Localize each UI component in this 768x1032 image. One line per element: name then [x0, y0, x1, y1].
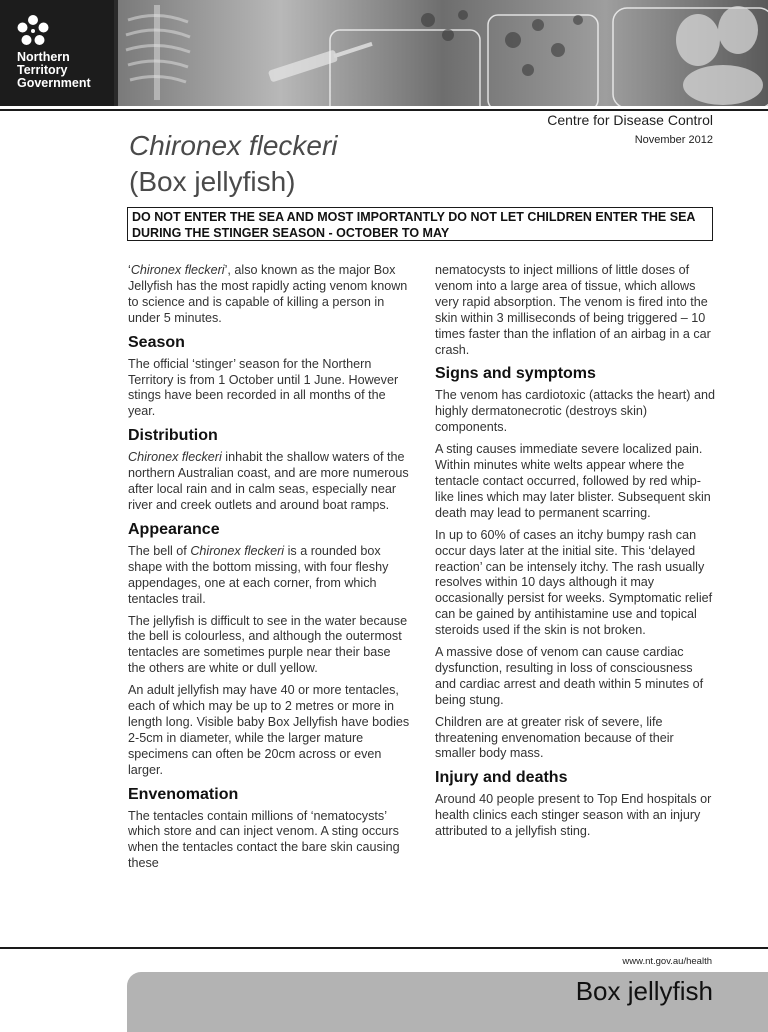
envenomation-paragraph: The tentacles contain millions of ‘nematocysts’ which store and can inject venom. A sting occurs when the tentacles contact the bare skin causing these: [128, 808, 400, 871]
publication-date: November 2012: [634, 134, 713, 146]
envenomation-heading: Envenomation: [128, 785, 239, 803]
distribution-paragraph: Chironex fleckeri inhabit the shallow waters of the northern Australian coast, and are more numerous after local rain and in calm seas, especially near river and creek outlets and around boat ramps.: [128, 450, 409, 512]
footer-website-link[interactable]: www.nt.gov.au/health: [622, 956, 712, 967]
signs-paragraph-2: A sting causes immediate severe localized pain. Within minutes white welts appear where the tentacle contact occurred, followed by red whip-like lines which may later blister. Subsequent skin death may lead to permanent scarring.: [435, 442, 711, 520]
distribution-heading: Distribution: [128, 427, 218, 445]
page-title: Chironex fleckeri: [129, 130, 338, 161]
appearance-paragraph-1: The bell of Chironex fleckeri is a rounded box shape with the bottom missing, with four fleshy appendages, one at each corner, from which tentacles trail.: [128, 543, 389, 606]
season-paragraph: The official ‘stinger’ season for the Northern Territory is from 1 October until 1 June. However stings have been recorded in all months of the year.: [128, 356, 399, 419]
banner-photo-collage: [118, 0, 768, 106]
footer-divider: [0, 947, 768, 949]
nt-government-logo: [0, 0, 114, 106]
signs-heading: Signs and symptoms: [435, 365, 596, 383]
header-banner: [0, 0, 768, 106]
season-heading: Season: [128, 333, 185, 351]
logo-wordmark: Northern Territory Government: [17, 50, 91, 90]
page-subtitle: (Box jellyfish): [129, 166, 296, 197]
intro-paragraph: ‘Chironex fleckeri’, also known as the major Box Jellyfish has the most rapidly acting venom known to science and is capable of killing a person in under 5 minutes.: [128, 263, 408, 325]
injury-heading: Injury and deaths: [435, 769, 568, 787]
department-name: Centre for Disease Control: [547, 112, 713, 128]
signs-paragraph-4: A massive dose of venom can cause cardiac dysfunction, resulting in loss of consciousness and cardiac arrest and death within 5 minutes of being stung.: [435, 645, 704, 707]
appearance-heading: Appearance: [128, 520, 220, 538]
signs-paragraph-1: The venom has cardiotoxic (attacks the heart) and highly dermatonecrotic (destroys skin) components.: [435, 388, 716, 435]
injury-paragraph: Around 40 people present to Top End hospitals or health clinics each stinger season with an injury attributed to a jellyfish sting.: [435, 792, 712, 839]
stinger-warning: DO NOT ENTER THE SEA AND MOST IMPORTANTLY DO NOT LET CHILDREN ENTER THE SEA DURING THE STINGER SEASON - OCTOBER TO MAY: [127, 207, 713, 241]
envenomation-continued: nematocysts to inject millions of little doses of venom into a large area of tissue, which allows very rapid absorption. The venom is fired into the skin within 3 milliseconds of being triggered – 10 times faster than the inflation of an airbag in a car crash.: [435, 263, 711, 357]
signs-paragraph-3: In up to 60% of cases an itchy bumpy rash can occur days later at the initial site. This ‘delayed reaction’ can be intensely itchy. The rash usually resolves within 10 days although it may occasionally persist for weeks. Symptomatic relief can be gained by antihistamine use and topical steroids used if the skin is not broken.: [435, 527, 713, 638]
signs-paragraph-5: Children are at greater risk of severe, life threatening envenomation because of their smaller body mass.: [435, 714, 674, 761]
right-column: [435, 263, 715, 846]
appearance-paragraph-2: The jellyfish is difficult to see in the water because the bell is colourless, and although the outermost tentacles are sometimes purple near their base the others are white or dull yellow.: [128, 613, 408, 676]
footer-title: Box jellyfish: [575, 976, 713, 1006]
appearance-paragraph-3: An adult jellyfish may have 40 or more tentacles, each of which may be up to 2 metres or more in length long. Visible baby Box Jellyfish have bodies 2-5cm in diameter, while the larger mature specimens can often be 20cm across or even larger.: [128, 683, 410, 777]
left-column: [128, 263, 410, 878]
header-divider: [0, 109, 768, 111]
flower-emblem-icon: [16, 14, 50, 48]
